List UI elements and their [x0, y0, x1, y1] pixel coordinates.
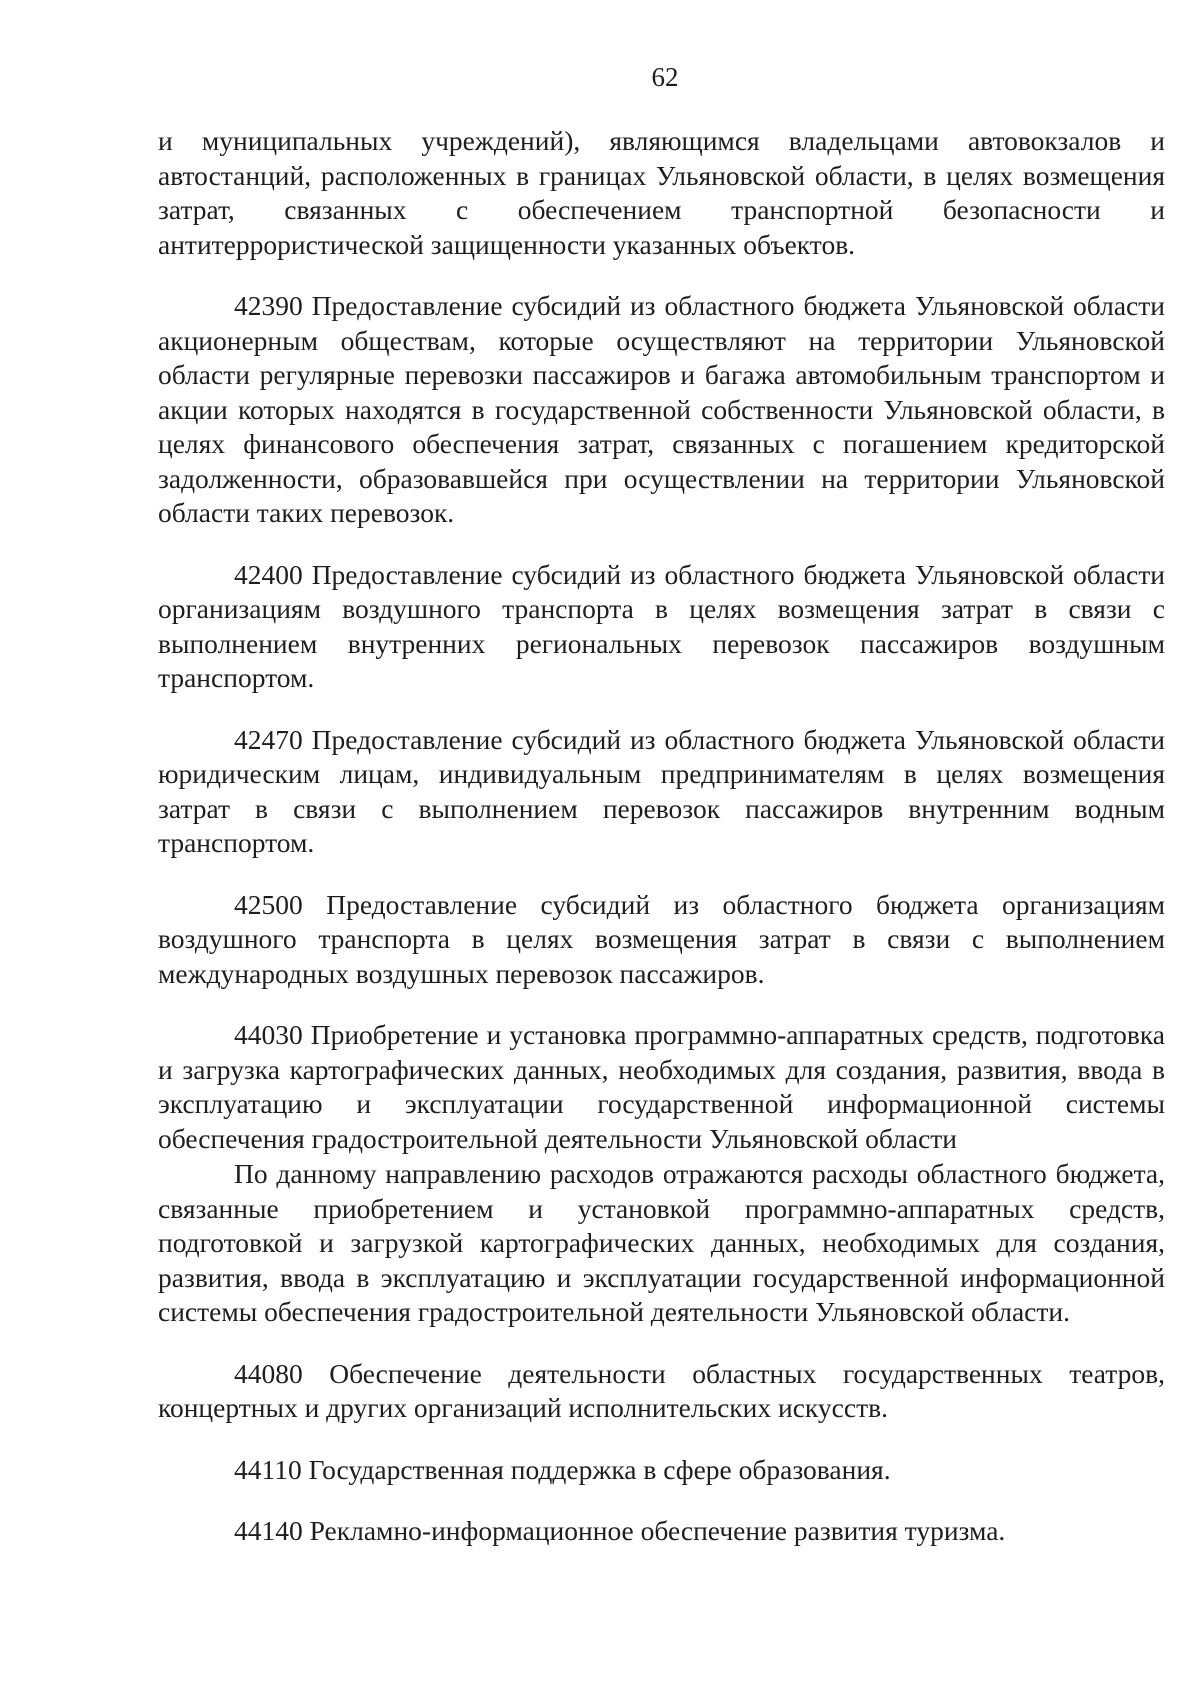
paragraph-42470: 42470 Предоставление субсидий из областного бюджета Ульяновской области юридическим лицам, индивидуальным предпринимателям в целях возмещения затрат в связи с выполнением перевозок пассажиров внутренним водным транспортом.	[158, 723, 1165, 858]
paragraph-44030: 44030 Приобретение и установка программно-аппаратных средств, подготовка и загрузка картографических данных, необходимых для создания, развития, ввода в эксплуатацию и эксплуатации государственной информационной системы обеспечения градостроительной деятельности Ульяновской области	[158, 1019, 1165, 1154]
paragraph-42400: 42400 Предоставление субсидий из областного бюджета Ульяновской области организациям воздушного транспорта в целях возмещения затрат в связи с выполнением внутренних региональных перевозок пассажиров воздушным транспортом.	[158, 558, 1165, 693]
paragraph-44140: 44140 Рекламно-информационное обеспечение развития туризма.	[234, 1515, 1006, 1546]
paragraph-44030-description: По данному направлению расходов отражаются расходы областного бюджета, связанные приобретением и установкой программно-аппаратных средств, подготовкой и загрузкой картографических данных, необходимых для создания, развития, ввода в эксплуатацию и эксплуатации государственной информационной системы обеспечения градостроительной деятельности Ульяновской области.	[158, 1158, 1165, 1327]
paragraph-42390: 42390 Предоставление субсидий из областного бюджета Ульяновской области акционерным обществам, которые осуществляют на территории Ульяновской области регулярные перевозки пассажиров и багажа автомобильным транспортом и акции которых находятся в государственной собственности Ульяновской области, в целях финансового обеспечения затрат, связанных с погашением кредиторской задолженности, образовавшейся при осуществлении на территории Ульяновской области таких перевозок.	[158, 290, 1165, 528]
document-body	[158, 124, 1165, 1549]
paragraph-continuation: и муниципальных учреждений), являющимся владельцами автовокзалов и автостанций, расположенных в границах Ульяновской области, в целях возмещения затрат, связанных с обеспечением транспортной безопасности и антитеррористической защищенности указанных объектов.	[158, 125, 1165, 260]
page-number: 62	[651, 62, 679, 92]
paragraph-44110: 44110 Государственная поддержка в сфере образования.	[234, 1453, 891, 1485]
paragraph-44080: 44080 Обеспечение деятельности областных государственных театров, концертных и других организаций исполнительских искусств.	[158, 1357, 1165, 1423]
paragraph-42500: 42500 Предоставление субсидий из областного бюджета организациям воздушного транспорта в целях возмещения затрат в связи с выполнением международных воздушных перевозок пассажиров.	[158, 888, 1165, 989]
